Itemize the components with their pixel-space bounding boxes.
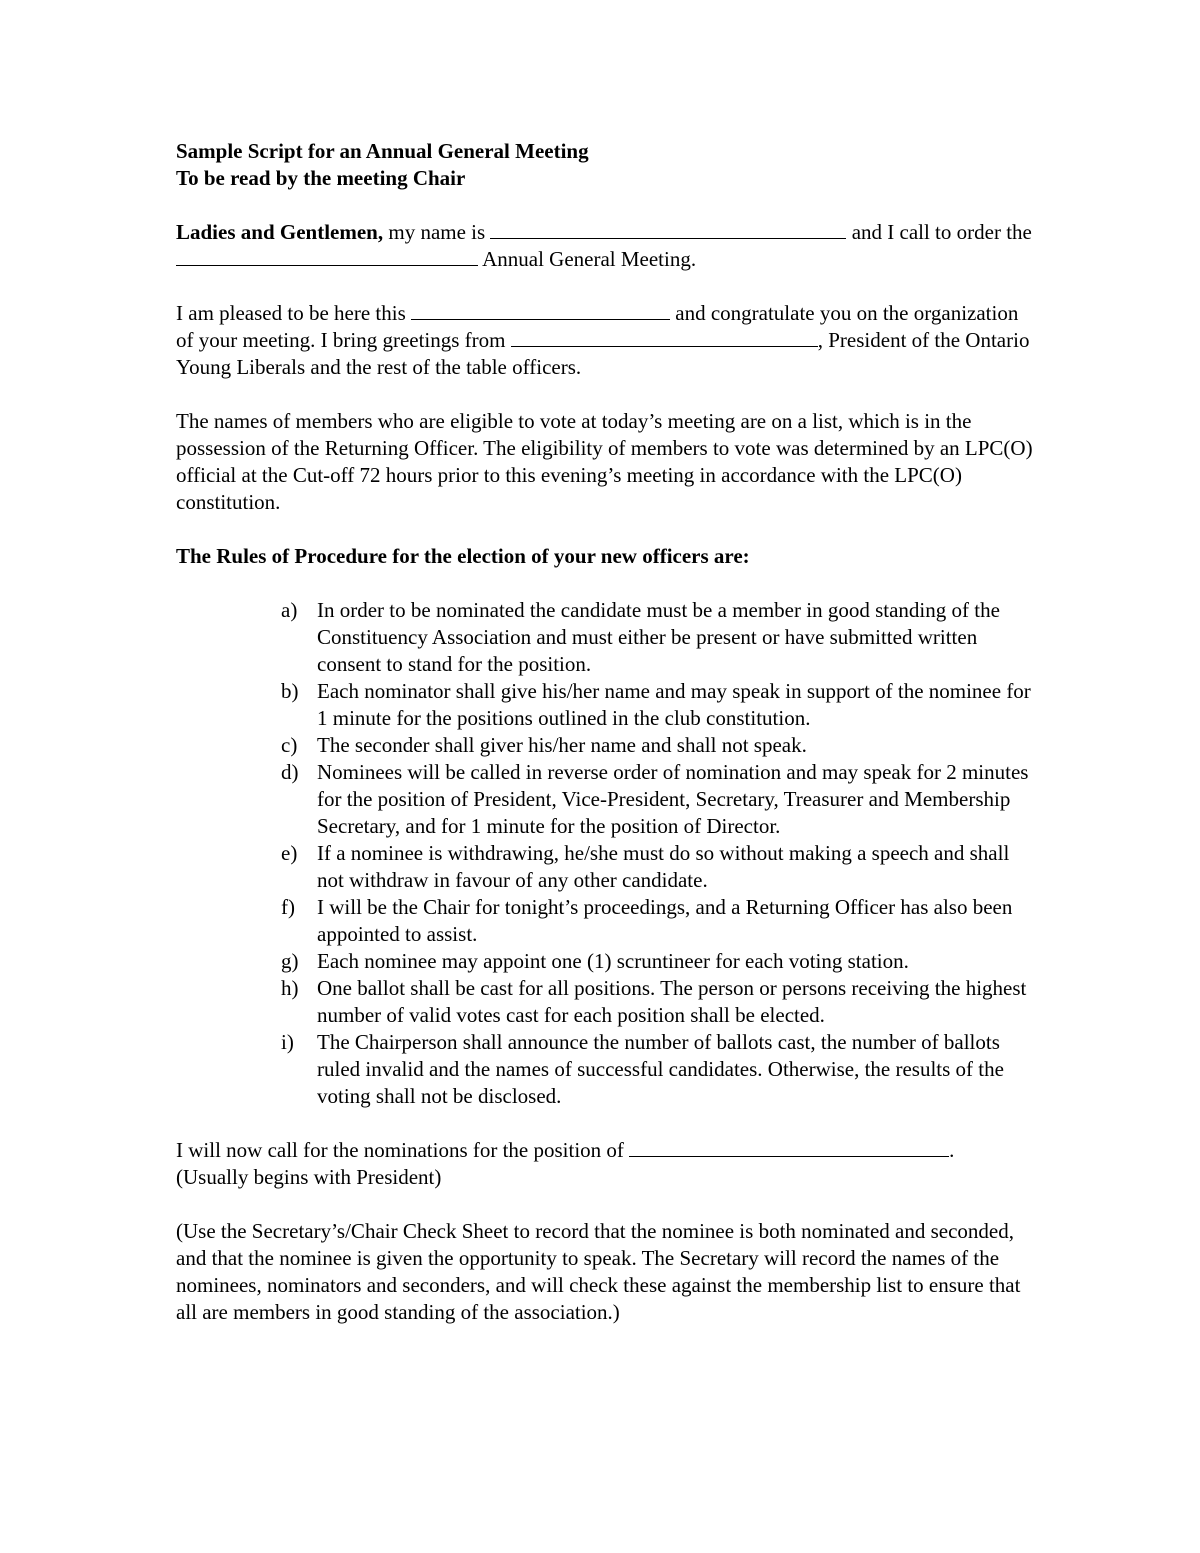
rule-text: Each nominator shall give his/her name and may speak in support of the nominee for 1 minute for the positions outlined in the club constitution. — [317, 679, 1031, 730]
pleased-text-1: I am pleased to be here this — [176, 301, 411, 325]
intro-paragraph — [176, 219, 1036, 273]
document-page — [176, 138, 1036, 1326]
rule-marker: a) — [281, 598, 298, 622]
intro-text-2: and I call to order the — [846, 220, 1032, 244]
rule-marker: e) — [281, 841, 298, 865]
greeting: Ladies and Gentlemen, — [176, 220, 384, 244]
intro-text-3: Annual General Meeting. — [478, 247, 697, 271]
rule-marker: d) — [281, 760, 299, 784]
title-line-1: Sample Script for an Annual General Meeting — [176, 139, 589, 163]
rule-item — [176, 678, 1036, 732]
rule-text: I will be the Chair for tonight’s proceedings, and a Returning Officer has also been appointed to assist. — [317, 895, 1013, 946]
rule-item — [176, 840, 1036, 894]
secretary-note: (Use the Secretary’s/Chair Check Sheet to record that the nominee is both nominated and seconded, and that the nominee is given the opportunity to speak. The Secretary will record the names of the nominees, nominators and seconders, and will check these against the membership list to ensure that all are members in good standing of the association.) — [176, 1219, 1021, 1324]
rule-marker: f) — [281, 895, 295, 919]
rules-heading: The Rules of Procedure for the election of your new officers are: — [176, 544, 750, 568]
intro-text-1: my name is — [383, 220, 491, 244]
nominations-paragraph — [176, 1137, 1036, 1191]
rule-marker: g) — [281, 949, 299, 973]
rule-item — [176, 732, 1036, 759]
rule-text: The Chairperson shall announce the number of ballots cast, the number of ballots ruled invalid and the names of successful candidates. Otherwise, the results of the voting shall not be disclosed. — [317, 1030, 1004, 1108]
rule-marker: h) — [281, 976, 299, 1000]
nominations-text-2: . — [949, 1138, 955, 1162]
rule-item — [176, 597, 1036, 678]
pleased-text-2: and congratulate you on the organization of your meeting. I bring greetings from — [176, 301, 1019, 352]
rule-text: If a nominee is withdrawing, he/she must do so without making a speech and shall not withdraw in favour of any other candidate. — [317, 841, 1010, 892]
rule-text: Each nominee may appoint one (1) scruntineer for each voting station. — [317, 949, 909, 973]
rule-item — [176, 894, 1036, 948]
rules-list — [176, 597, 1036, 1110]
eligibility-paragraph: The names of members who are eligible to vote at today’s meeting are on a list, which is in the possession of the Returning Officer. The eligibility of members to vote was determined by an LPC(O) official at the Cut-off 72 hours prior to this evening’s meeting in accordance with the LPC(O) constitution. — [176, 409, 1033, 514]
rule-text: One ballot shall be cast for all positions. The person or persons receiving the highest number of valid votes cast for each position shall be elected. — [317, 976, 1027, 1027]
rule-item — [176, 948, 1036, 975]
nominations-note: (Usually begins with President) — [176, 1165, 442, 1189]
title-line-2: To be read by the meeting Chair — [176, 166, 466, 190]
rule-item — [176, 759, 1036, 840]
pleased-text-3: , President of the Ontario Young Liberals and the rest of the table officers. — [176, 328, 1030, 379]
position-blank[interactable] — [629, 1137, 949, 1157]
meeting-name-blank[interactable] — [176, 246, 478, 266]
date-blank[interactable] — [411, 300, 670, 320]
rule-marker: b) — [281, 679, 299, 703]
rule-item — [176, 975, 1036, 1029]
rule-marker: c) — [281, 733, 298, 757]
rule-item — [176, 1029, 1036, 1110]
rule-marker: i) — [281, 1030, 294, 1054]
name-blank[interactable] — [490, 219, 846, 239]
document-title — [176, 138, 1036, 192]
rule-text: The seconder shall giver his/her name and shall not speak. — [317, 733, 807, 757]
nominations-text-1: I will now call for the nominations for the position of — [176, 1138, 630, 1162]
greeter-name-blank[interactable] — [511, 327, 818, 347]
greetings-paragraph — [176, 300, 1036, 381]
rule-text: In order to be nominated the candidate must be a member in good standing of the Constituency Association and must either be present or have submitted written consent to stand for the position. — [317, 598, 1000, 676]
rule-text: Nominees will be called in reverse order of nomination and may speak for 2 minutes for the position of President, Vice-President, Secretary, Treasurer and Membership Secretary, and for 1 minute for the position of Director. — [317, 760, 1029, 838]
